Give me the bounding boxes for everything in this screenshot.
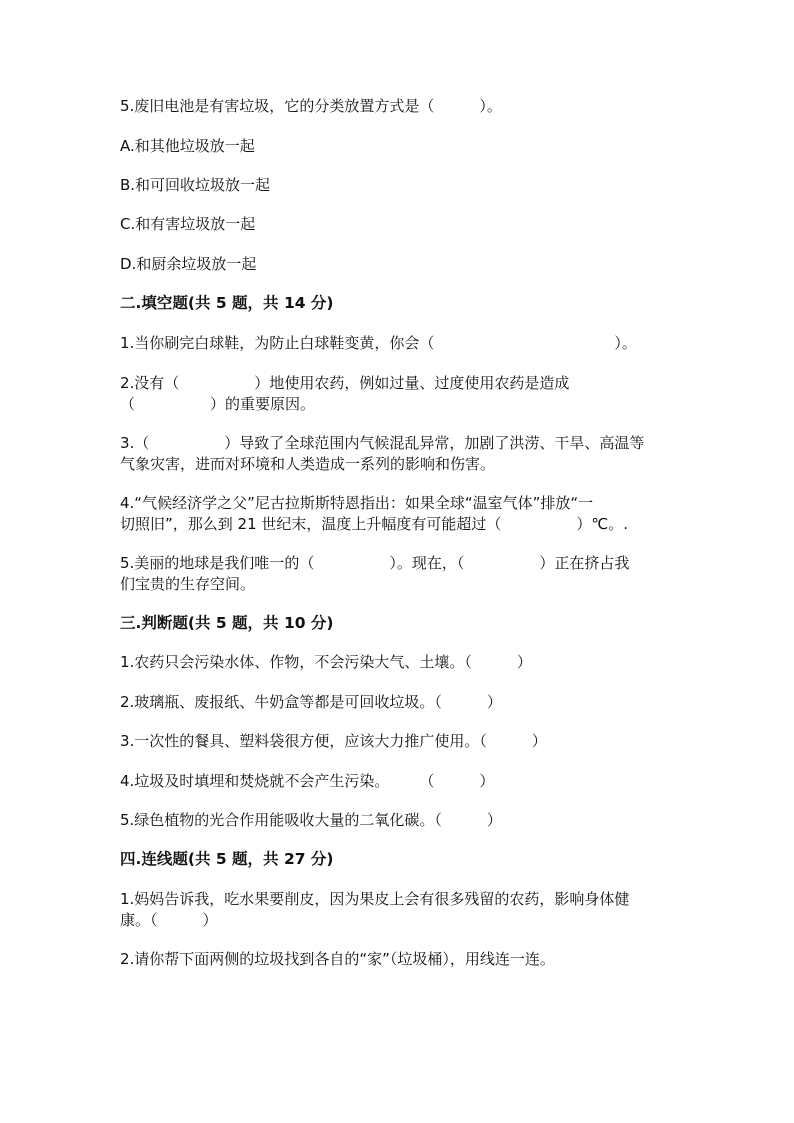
choice-q5-option-c: C.和有害垃圾放一起 (120, 215, 256, 233)
choice-q5-stem: 5.废旧电池是有害垃圾，它的分类放置方式是（ ）。 (120, 97, 502, 115)
fill-q1-line-1: 1.当你刷完白球鞋，为防止白球鞋变黄，你会（ ）。 (120, 334, 637, 352)
fill-q3-line-1: 3.（ ）导致了全球范围内气候混乱异常，加剧了洪涝、干旱、高温等 (120, 434, 645, 452)
fill-q3-line-2: 气象灾害，进而对环境和人类造成一系列的影响和伤害。 (120, 455, 496, 473)
fill-q2-line-2: （ ）的重要原因。 (120, 395, 316, 413)
fill-q5-line-2: 们宝贵的生存空间。 (120, 575, 256, 593)
choice-q5-option-b: B.和可回收垃圾放一起 (120, 176, 271, 194)
fill-q4-line-2: 切照旧”，那么到 21 世纪末，温度上升幅度有可能超过（ ）℃。. (120, 515, 629, 533)
match-section-heading: 四.连线题(共 5 题，共 27 分) (120, 850, 334, 868)
match-q1-line-1: 1.妈妈告诉我，吃水果要削皮，因为果皮上会有很多残留的农药，影响身体健 (120, 890, 630, 908)
match-q1-line-2: 康。（ ） (120, 911, 218, 929)
match-q2-line-1: 2.请你帮下面两侧的垃圾找到各自的“家”（垃圾桶），用线连一连。 (120, 950, 555, 968)
judge-item-4: 4.垃圾及时填埋和焚烧就不会产生污染。 （ ） (120, 772, 495, 790)
judge-item-3: 3.一次性的餐具、塑料袋很方便，应该大力推广使用。（ ） (120, 732, 547, 750)
judge-item-5: 5.绿色植物的光合作用能吸收大量的二氧化碳。（ ） (120, 811, 502, 829)
fill-q4-line-1: 4.“气候经济学之父”尼古拉斯斯特恩指出：如果全球“温室气体”排放“一 (120, 494, 594, 512)
fill-q2-line-1: 2.没有（ ）地使用农药，例如过量、过度使用农药是造成 (120, 374, 570, 392)
choice-q5-option-a: A.和其他垃圾放一起 (120, 137, 255, 155)
judge-item-1: 1.农药只会污染水体、作物，不会污染大气、土壤。（ ） (120, 653, 532, 671)
fill-section-heading: 二.填空题(共 5 题，共 14 分) (120, 294, 334, 312)
judge-section-heading: 三.判断题(共 5 题，共 10 分) (120, 614, 334, 632)
judge-item-2: 2.玻璃瓶、废报纸、牛奶盒等都是可回收垃圾。（ ） (120, 693, 502, 711)
fill-q5-line-1: 5.美丽的地球是我们唯一的（ ）。现在，（ ）正在挤占我 (120, 554, 630, 572)
choice-q5-option-d: D.和厨余垃圾放一起 (120, 255, 257, 273)
